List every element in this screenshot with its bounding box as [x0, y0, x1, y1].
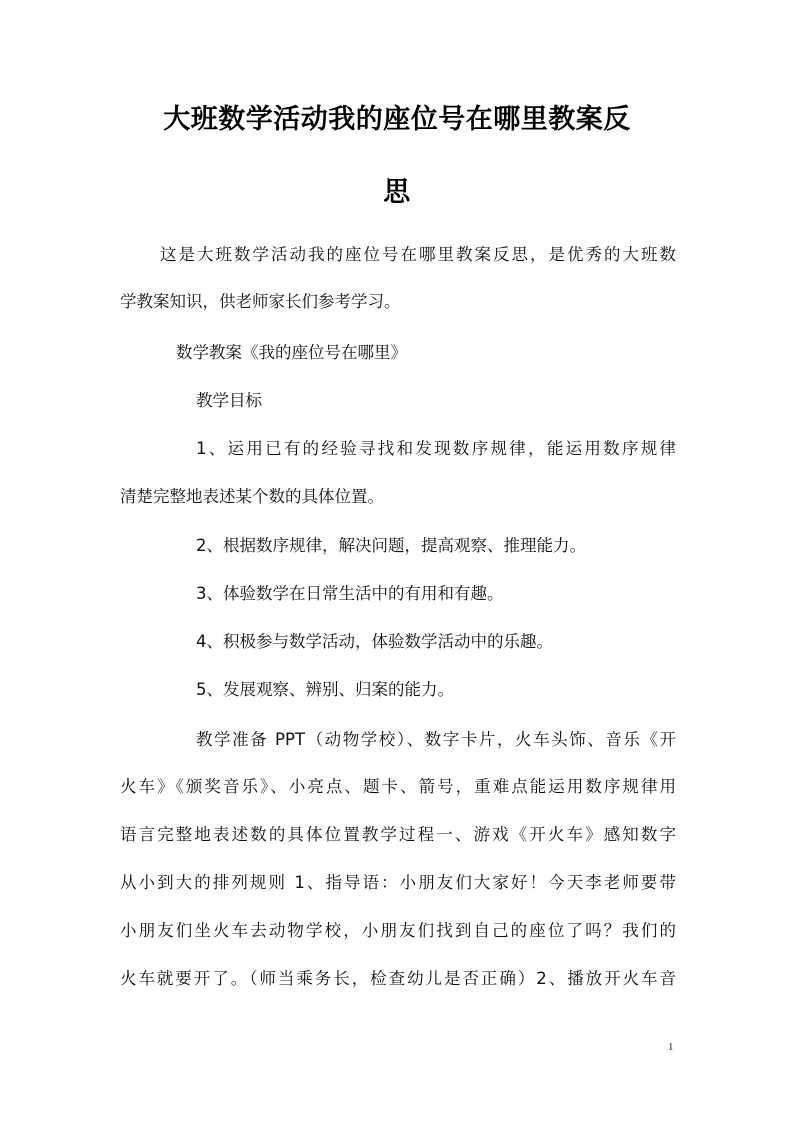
goal-2: 2、根据数序规律，解决问题，提高观察、推理能力。: [196, 536, 586, 555]
goal-3: 3、体验数学在日常生活中的有用和有趣。: [196, 584, 504, 603]
preparation-line-6: 火车就要开了。（师当乘务长，检查幼儿是否正确）2、播放开火车音: [120, 969, 676, 988]
lesson-title: 数学教案《我的座位号在哪里》: [176, 343, 407, 362]
intro-paragraph-line-2: 学教案知识，供老师家长们参考学习。: [120, 292, 401, 311]
preparation-line-3: 语言完整地表述数的具体位置教学过程一、游戏《开火车》感知数字: [120, 825, 676, 844]
goal-1-line-2: 清楚完整地表述某个数的具体位置。: [120, 487, 384, 506]
goal-1-line-1: 1、运用已有的经验寻找和发现数序规律，能运用数序规律: [196, 439, 676, 458]
goal-4: 4、积极参与数学活动，体验数学活动中的乐趣。: [196, 632, 553, 651]
intro-paragraph-line-1: 这是大班数学活动我的座位号在哪里教案反思，是优秀的大班数: [160, 245, 676, 264]
goal-5: 5、发展观察、辨别、归案的能力。: [196, 680, 454, 699]
preparation-line-4: 从小到大的排列规则 1、指导语：小朋友们大家好！今天李老师要带: [120, 873, 676, 892]
preparation-line-5: 小朋友们坐火车去动物学校，小朋友们找到自己的座位了吗？我们的: [120, 921, 676, 940]
document-title-line-2: 思: [383, 177, 411, 208]
document-title-line-1: 大班数学活动我的座位号在哪里教案反: [163, 104, 631, 135]
goals-heading: 教学目标: [196, 391, 262, 410]
preparation-line-1: 教学准备 PPT（动物学校）、数字卡片，火车头饰、音乐《开: [196, 730, 676, 749]
preparation-line-2: 火车》《颁奖音乐》、小亮点、题卡、箭号，重难点能运用数序规律用: [120, 777, 676, 796]
page-number: 1: [668, 1041, 674, 1053]
